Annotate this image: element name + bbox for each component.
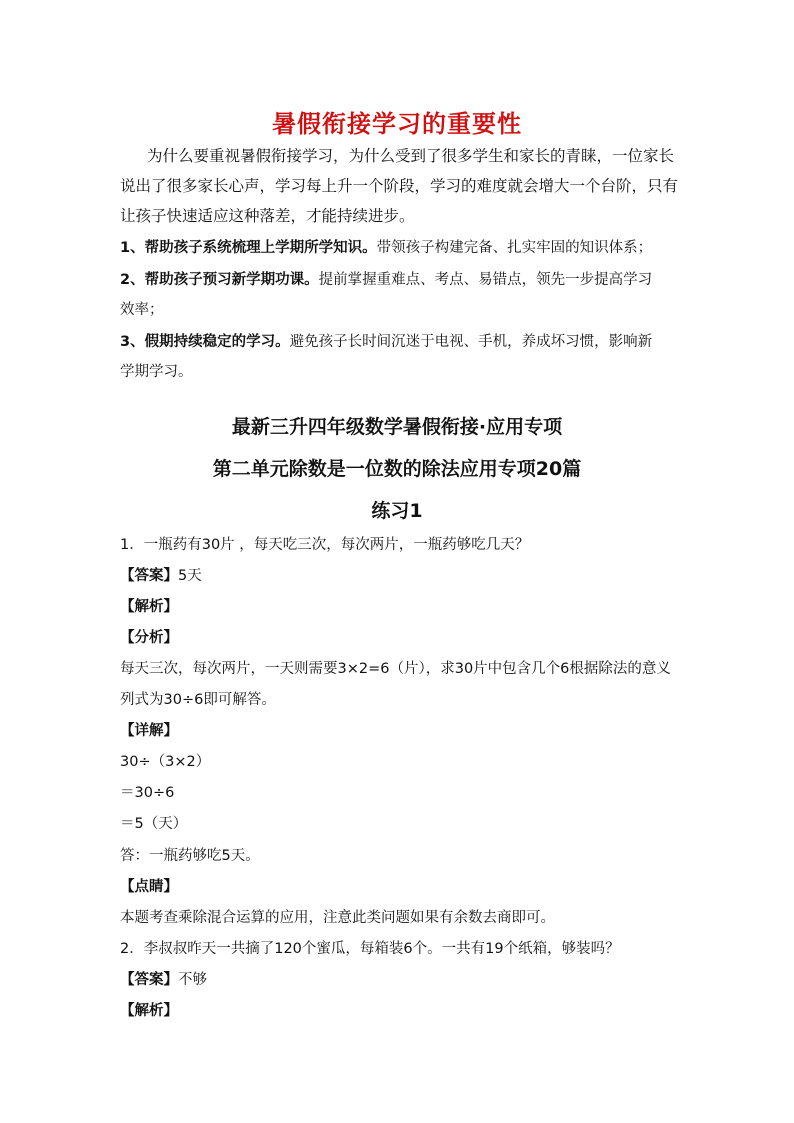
- section-title-1: 最新三升四年级数学暑假衔接·应用专项: [231, 416, 563, 438]
- intro-line-2: 说出了很多家长心声，学习每上升一个阶段，学习的难度就会增大一个台阶，只有: [120, 177, 679, 195]
- point-3: [120, 332, 680, 352]
- q2-answer-value: 不够: [178, 972, 207, 988]
- q1-fenxi-line-2: 列式为30÷6即可解答。: [120, 692, 276, 708]
- q1-tip: 本题考查乘除混合运算的应用，注意此类问题如果有余数去商即可。: [120, 910, 555, 926]
- q1-fenxi-line-1: 每天三次，每次两片，一天则需要3×2=6（片），求30片中包含几个6根据除法的意义: [120, 661, 671, 677]
- point-2-bold: 2、帮助孩子预习新学期功课。: [120, 272, 319, 288]
- question-2: 2．李叔叔昨天一共摘了120个蜜瓜，每箱装6个。一共有19个纸箱，够装吗？: [120, 941, 620, 957]
- q1-analysis-label: 【解析】: [120, 599, 178, 615]
- point-2-cont: 效率；: [120, 302, 164, 318]
- point-2: [120, 270, 680, 290]
- q2-answer-label: 【答案】: [120, 972, 178, 988]
- q1-fenxi-label: 【分析】: [120, 630, 178, 646]
- q1-conclusion: 答：一瓶药够吃5天。: [120, 848, 260, 864]
- point-3-bold: 3、假期持续稳定的学习。: [120, 334, 290, 350]
- question-1: 1．一瓶药有30片 ，每天吃三次，每次两片，一瓶药够吃几天？: [120, 537, 530, 553]
- q1-tip-label: 【点睛】: [120, 879, 178, 895]
- section-title-3: 练习1: [371, 500, 423, 522]
- q1-answer: [120, 566, 680, 586]
- q1-calc-3: ＝5（天）: [120, 816, 188, 832]
- page-title: 暑假衔接学习的重要性: [272, 109, 522, 138]
- point-1: [120, 238, 680, 258]
- q1-calc-1: 30÷（3×2）: [120, 754, 211, 770]
- intro-line-1: 为什么要重视暑假衔接学习，为什么受到了很多学生和家长的青睐，一位家长: [147, 147, 675, 165]
- point-3-cont: 学期学习。: [120, 364, 193, 380]
- q2-analysis-label: 【解析】: [120, 1003, 178, 1019]
- q2-answer: [120, 970, 680, 990]
- intro-line-3: 让孩子快速适应这种落差，才能持续进步。: [120, 207, 415, 225]
- q1-answer-label: 【答案】: [120, 568, 178, 584]
- q1-answer-value: 5天: [178, 568, 202, 584]
- section-title-2: 第二单元除数是一位数的除法应用专项20篇: [212, 458, 582, 480]
- point-2-rest: 提前掌握重难点、考点、易错点，领先一步提高学习: [318, 272, 653, 288]
- point-1-rest: 带领孩子构建完备、扎实牢固的知识体系；: [376, 240, 653, 256]
- point-3-rest: 避免孩子长时间沉迷于电视、手机，养成坏习惯，影响新: [289, 334, 653, 350]
- point-1-bold: 1、帮助孩子系统梳理上学期所学知识。: [120, 240, 377, 256]
- q1-detail-label: 【详解】: [120, 723, 178, 739]
- q1-calc-2: ＝30÷6: [120, 785, 175, 801]
